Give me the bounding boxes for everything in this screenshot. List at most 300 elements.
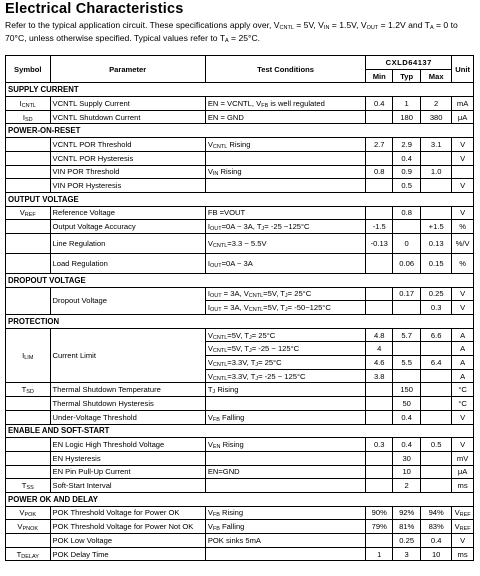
symbol-cell [6, 328, 51, 383]
condition-cell-sub: J [261, 226, 265, 233]
max-cell-text: 0.13 [428, 238, 444, 248]
parameter-cell [50, 97, 205, 111]
unit-cell-text: A [460, 371, 466, 381]
typ-cell-text: 0.4 [401, 440, 412, 450]
parameter-cell-text: VIN POR Hysteresis [52, 181, 122, 191]
parameter-cell [50, 253, 205, 273]
min-cell [366, 206, 393, 220]
section-heading-text: PROTECTION [8, 316, 60, 326]
condition-cell-text: Rising [227, 139, 251, 149]
condition-cell-text: = -25 ~125°C [264, 222, 310, 232]
unit-cell [452, 520, 474, 534]
intro-text: Refer to the typical application circuit. These specifications apply over, V [5, 20, 280, 30]
parameter-cell-text: POK Threshold Voltage for Power Not OK [52, 522, 194, 532]
min-cell [366, 369, 393, 383]
unit-cell [452, 342, 474, 356]
min-cell [366, 479, 393, 493]
section-heading [6, 124, 474, 138]
section-row [6, 273, 474, 287]
table-row [6, 220, 474, 234]
unit-cell-text: % [459, 222, 466, 232]
typ-cell-text: 2.9 [401, 139, 412, 149]
parameter-cell-text: POK Delay Time [52, 549, 109, 559]
typ-cell [393, 287, 421, 301]
unit-cell-text: ms [457, 549, 468, 559]
condition-cell-sub: FB [212, 416, 220, 423]
parameter-cell [50, 165, 205, 179]
symbol-cell [6, 110, 51, 124]
table-row [6, 534, 474, 548]
condition-cell [205, 97, 365, 111]
symbol-cell-text: V [19, 508, 25, 518]
typ-cell [393, 342, 421, 356]
symbol-cell-text: T [21, 385, 27, 395]
max-cell [421, 410, 452, 424]
parameter-cell-text: POK Low Voltage [52, 535, 113, 545]
max-cell [421, 220, 452, 234]
unit-cell [452, 97, 474, 111]
table-body [6, 83, 474, 561]
condition-cell-sub: CNTL [212, 143, 228, 150]
parameter-cell [50, 383, 205, 397]
condition-cell-text: = 25°C [287, 289, 312, 299]
header-parameter: Parameter [50, 56, 205, 83]
unit-cell [452, 165, 474, 179]
condition-cell [205, 110, 365, 124]
unit-cell [452, 438, 474, 452]
parameter-cell [50, 465, 205, 479]
unit-cell-text: V [460, 440, 466, 450]
table-row [6, 138, 474, 152]
max-cell [421, 179, 452, 193]
unit-cell-text: μA [457, 467, 468, 477]
typ-cell [393, 97, 421, 111]
typ-cell [393, 356, 421, 370]
table-row [6, 438, 474, 452]
section-row [6, 124, 474, 138]
unit-cell-text: V [460, 535, 466, 545]
typ-cell [393, 206, 421, 220]
symbol-cell [6, 520, 51, 534]
parameter-cell [50, 534, 205, 548]
table-row [6, 233, 474, 253]
unit-cell [452, 220, 474, 234]
typ-cell [393, 547, 421, 561]
condition-cell-text: POK sinks 5mA [207, 535, 261, 545]
condition-cell-text: V [207, 522, 213, 532]
min-cell [366, 233, 393, 253]
min-cell [366, 110, 393, 124]
min-cell [366, 151, 393, 165]
condition-cell-text: V [207, 357, 213, 367]
symbol-cell-text: I [19, 98, 22, 108]
unit-cell-text: V [460, 153, 466, 163]
condition-cell-text: = -50~125°C [287, 303, 331, 313]
min-cell [366, 220, 393, 234]
max-cell-text: 3.1 [430, 139, 442, 149]
condition-cell-text: =3.3 ~ 5.5V [227, 238, 267, 248]
typ-cell [393, 220, 421, 234]
min-cell [366, 287, 393, 301]
typ-cell [393, 165, 421, 179]
unit-cell [452, 451, 474, 465]
symbol-cell-text: I [22, 112, 25, 122]
symbol-cell [6, 438, 51, 452]
condition-cell-sub: J [212, 389, 216, 396]
condition-cell-sub: OUT [209, 226, 222, 233]
symbol-cell [6, 410, 51, 424]
min-cell-text: 79% [371, 522, 387, 532]
typ-cell-text: 0 [404, 238, 409, 248]
condition-cell-text: =3.3V, T [227, 357, 256, 367]
section-row [6, 83, 474, 97]
condition-cell-sub: J [284, 293, 288, 300]
condition-cell-sub: J [255, 375, 259, 382]
max-cell [421, 138, 452, 152]
parameter-cell-text: Soft-Start Interval [52, 481, 112, 491]
min-cell-text: 0.4 [373, 98, 385, 108]
symbol-cell-sub: DELAY [21, 553, 39, 560]
min-cell [366, 465, 393, 479]
condition-cell [205, 328, 365, 342]
symbol-cell [6, 506, 51, 520]
symbol-cell-sub: CNTL [21, 102, 36, 109]
condition-cell-text: =0A ~ 3A, T [221, 222, 262, 232]
symbol-cell-text: T [16, 549, 22, 559]
condition-cell-sub: CNTL [212, 242, 228, 249]
parameter-cell-text: Dropout Voltage [52, 296, 107, 306]
max-cell [421, 233, 452, 253]
condition-cell [205, 520, 365, 534]
min-cell-text: -0.13 [370, 238, 388, 248]
min-cell-text: 4 [377, 344, 382, 354]
condition-cell-text: =5V, T [227, 330, 250, 340]
table-row [6, 151, 474, 165]
condition-cell-sub: CNTL [212, 375, 228, 382]
section-heading-text: DROPOUT VOLTAGE [8, 275, 86, 285]
min-cell [366, 179, 393, 193]
condition-cell-sub: EN [212, 444, 221, 451]
min-cell [366, 97, 393, 111]
symbol-cell-sub: SD [25, 116, 33, 123]
table-row [6, 451, 474, 465]
symbol-cell [6, 179, 51, 193]
max-cell-text: 380 [429, 112, 443, 122]
typ-cell [393, 233, 421, 253]
typ-cell [393, 328, 421, 342]
unit-cell-text: V [460, 139, 466, 149]
typ-cell [393, 534, 421, 548]
parameter-cell [50, 520, 205, 534]
header-min: Min [366, 69, 393, 83]
unit-cell-text: V [454, 522, 460, 532]
max-cell-text: 0.25 [428, 289, 444, 299]
condition-cell [205, 397, 365, 411]
unit-cell [452, 179, 474, 193]
condition-cell-text: Rising [215, 385, 239, 395]
condition-cell [205, 151, 365, 165]
table-row [6, 397, 474, 411]
condition-cell-text: =5V, T [263, 289, 285, 299]
condition-cell-text: Rising [219, 508, 244, 518]
typ-cell-text: 5.7 [401, 330, 412, 340]
condition-cell-sub: CNTL [212, 361, 228, 368]
max-cell [421, 369, 452, 383]
condition-cell-text: =0A ~ 3A [221, 258, 253, 268]
symbol-cell-sub: POK [24, 512, 37, 519]
unit-cell-text: %/V [455, 238, 470, 248]
condition-cell-text: I [207, 258, 210, 268]
symbol-cell [6, 220, 51, 234]
typ-cell [393, 451, 421, 465]
unit-cell-text: μA [457, 112, 468, 122]
typ-cell-text: 30 [402, 453, 411, 463]
condition-cell-sub: OUT [209, 293, 222, 300]
condition-cell-text: =5V, T [263, 303, 285, 313]
min-cell [366, 520, 393, 534]
unit-cell-text: V [460, 289, 466, 299]
symbol-cell [6, 97, 51, 111]
max-cell [421, 342, 452, 356]
parameter-cell-text: Reference Voltage [52, 208, 115, 218]
min-cell [366, 328, 393, 342]
symbol-cell-sub: REF [24, 212, 36, 219]
condition-cell-text: I [207, 289, 210, 299]
min-cell [366, 397, 393, 411]
condition-cell-text: EN = VCNTL, V [207, 98, 262, 108]
condition-cell-text: Rising [220, 440, 244, 450]
typ-cell-text: 1 [404, 98, 409, 108]
unit-cell-text: V [454, 508, 460, 518]
condition-cell-sub: J [249, 348, 252, 355]
typ-cell [393, 506, 421, 520]
typ-cell-text: 0.25 [399, 535, 415, 545]
symbol-cell-text: V [17, 522, 23, 532]
typ-cell [393, 253, 421, 273]
table-row [6, 520, 474, 534]
unit-cell [452, 233, 474, 253]
symbol-cell [6, 534, 51, 548]
typ-cell-text: 180 [400, 112, 413, 122]
header-part-number: CXLD64137 [366, 56, 452, 70]
max-cell [421, 383, 452, 397]
min-cell-text: 2.7 [373, 139, 385, 149]
min-cell-text: 0.3 [373, 440, 385, 450]
condition-cell-text: T [207, 385, 213, 395]
typ-cell-text: 10 [402, 467, 411, 477]
symbol-cell [6, 151, 51, 165]
typ-cell [393, 138, 421, 152]
typ-cell-text: 0.4 [401, 412, 412, 422]
condition-cell [205, 369, 365, 383]
condition-cell-text: = -25 ~ 125°C [258, 371, 306, 381]
typ-cell-text: 0.9 [401, 167, 412, 177]
unit-cell [452, 547, 474, 561]
max-cell [421, 356, 452, 370]
symbol-cell [6, 397, 51, 411]
condition-cell-text: V [207, 167, 213, 177]
unit-cell [452, 369, 474, 383]
max-cell-text: 2 [434, 98, 439, 108]
electrical-characteristics-table [5, 55, 474, 561]
table-row [6, 97, 474, 111]
table-row [6, 110, 474, 124]
condition-cell-text: V [207, 139, 213, 149]
condition-cell [205, 410, 365, 424]
symbol-cell [6, 138, 51, 152]
condition-cell [205, 465, 365, 479]
section-row [6, 192, 474, 206]
section-row [6, 424, 474, 438]
table-row [6, 383, 474, 397]
condition-cell-sub: CNTL [212, 334, 228, 341]
intro-text: = 1.2V and T [378, 20, 430, 30]
typ-cell-text: 50 [402, 398, 411, 408]
min-cell [366, 383, 393, 397]
typ-cell-text: 3 [404, 549, 409, 559]
header-symbol: Symbol [6, 56, 51, 83]
min-cell [366, 438, 393, 452]
parameter-cell-text: Thermal Shutdown Hysteresis [52, 398, 154, 408]
typ-cell [393, 438, 421, 452]
unit-cell-text: A [460, 330, 466, 340]
unit-cell [452, 206, 474, 220]
condition-cell [205, 506, 365, 520]
unit-cell-sub: REF [459, 512, 471, 519]
unit-cell [452, 301, 474, 315]
typ-cell-text: 92% [399, 508, 415, 518]
table-row [6, 179, 474, 193]
min-cell [366, 138, 393, 152]
condition-cell [205, 138, 365, 152]
max-cell [421, 534, 452, 548]
max-cell-text: 6.6 [430, 330, 442, 340]
unit-cell-text: V [460, 412, 466, 422]
condition-cell-sub: OUT [209, 262, 222, 269]
condition-cell-sub: OUT [209, 307, 222, 314]
intro-paragraph [5, 19, 477, 45]
condition-cell [205, 287, 365, 301]
min-cell [366, 410, 393, 424]
unit-cell-text: V [460, 181, 466, 191]
unit-cell [452, 506, 474, 520]
condition-cell-text: EN = GND [207, 112, 244, 122]
unit-cell [452, 253, 474, 273]
parameter-cell-text: EN Logic High Threshold Voltage [52, 440, 165, 450]
parameter-cell-text: Load Regulation [52, 258, 108, 268]
condition-cell-text: Falling [219, 522, 245, 532]
condition-cell-text: =3.3V, T [227, 371, 256, 381]
section-heading-text: ENABLE AND SOFT-START [8, 426, 110, 436]
condition-cell-text: = -25 ~ 125°C [251, 344, 300, 354]
table-row [6, 465, 474, 479]
parameter-cell-text: VCNTL Supply Current [52, 98, 130, 108]
max-cell [421, 451, 452, 465]
condition-cell-text: I [207, 222, 210, 232]
condition-cell-text: V [207, 330, 213, 340]
min-cell [366, 506, 393, 520]
typ-cell [393, 465, 421, 479]
max-cell [421, 397, 452, 411]
max-cell-text: +1.5 [428, 222, 444, 232]
condition-cell [205, 220, 365, 234]
min-cell [366, 534, 393, 548]
max-cell [421, 328, 452, 342]
condition-cell-text: = 3A, V [221, 289, 249, 299]
section-row [6, 492, 474, 506]
condition-cell-sub: CNTL [248, 307, 264, 314]
table-row [6, 328, 474, 342]
parameter-cell-text: POK Threshold Voltage for Power OK [52, 508, 180, 518]
parameter-cell-text: VCNTL POR Threshold [52, 139, 132, 149]
parameter-cell [50, 547, 205, 561]
typ-cell [393, 479, 421, 493]
condition-cell [205, 383, 365, 397]
table-row [6, 287, 474, 301]
typ-cell-text: 0.8 [401, 208, 412, 218]
condition-cell-text: I [207, 303, 210, 313]
condition-cell-sub: CNTL [212, 348, 228, 355]
parameter-cell [50, 410, 205, 424]
unit-cell [452, 110, 474, 124]
unit-cell [452, 287, 474, 301]
unit-cell [452, 383, 474, 397]
typ-cell-text: 0.4 [401, 153, 412, 163]
parameter-cell [50, 328, 205, 383]
unit-cell [452, 465, 474, 479]
page-title: Electrical Characteristics [5, 1, 184, 17]
unit-cell-text: V [460, 208, 466, 218]
typ-cell-text: 0.06 [399, 258, 415, 268]
max-cell-text: 6.4 [430, 357, 442, 367]
min-cell [366, 342, 393, 356]
condition-cell-text: Rising [218, 167, 242, 177]
table-row [6, 410, 474, 424]
min-cell [366, 356, 393, 370]
max-cell-text: 1.0 [430, 167, 442, 177]
typ-cell-text: 81% [399, 522, 415, 532]
section-heading [6, 273, 474, 287]
parameter-cell [50, 506, 205, 520]
condition-cell [205, 301, 365, 315]
condition-cell-text: is well regulated [268, 98, 325, 108]
min-cell-text: -1.5 [372, 222, 386, 232]
condition-cell-text: EN=GND [207, 467, 240, 477]
condition-cell-text: V [207, 412, 213, 422]
typ-cell [393, 520, 421, 534]
max-cell [421, 165, 452, 179]
condition-cell [205, 534, 365, 548]
parameter-cell [50, 206, 205, 220]
condition-cell-sub: CNTL [248, 293, 264, 300]
unit-cell-text: °C [458, 385, 467, 395]
max-cell [421, 479, 452, 493]
section-heading [6, 192, 474, 206]
condition-cell-text: Falling [219, 412, 245, 422]
parameter-cell [50, 233, 205, 253]
parameter-cell-text: EN Pin Pull-Up Current [52, 467, 131, 477]
condition-cell [205, 342, 365, 356]
section-heading [6, 492, 474, 506]
typ-cell-text: 150 [400, 385, 413, 395]
table-row [6, 547, 474, 561]
unit-cell [452, 397, 474, 411]
max-cell-text: 94% [428, 508, 444, 518]
unit-cell-text: °C [458, 398, 467, 408]
min-cell-text: 90% [371, 508, 387, 518]
typ-cell [393, 397, 421, 411]
typ-cell-text: 5.5 [401, 357, 412, 367]
